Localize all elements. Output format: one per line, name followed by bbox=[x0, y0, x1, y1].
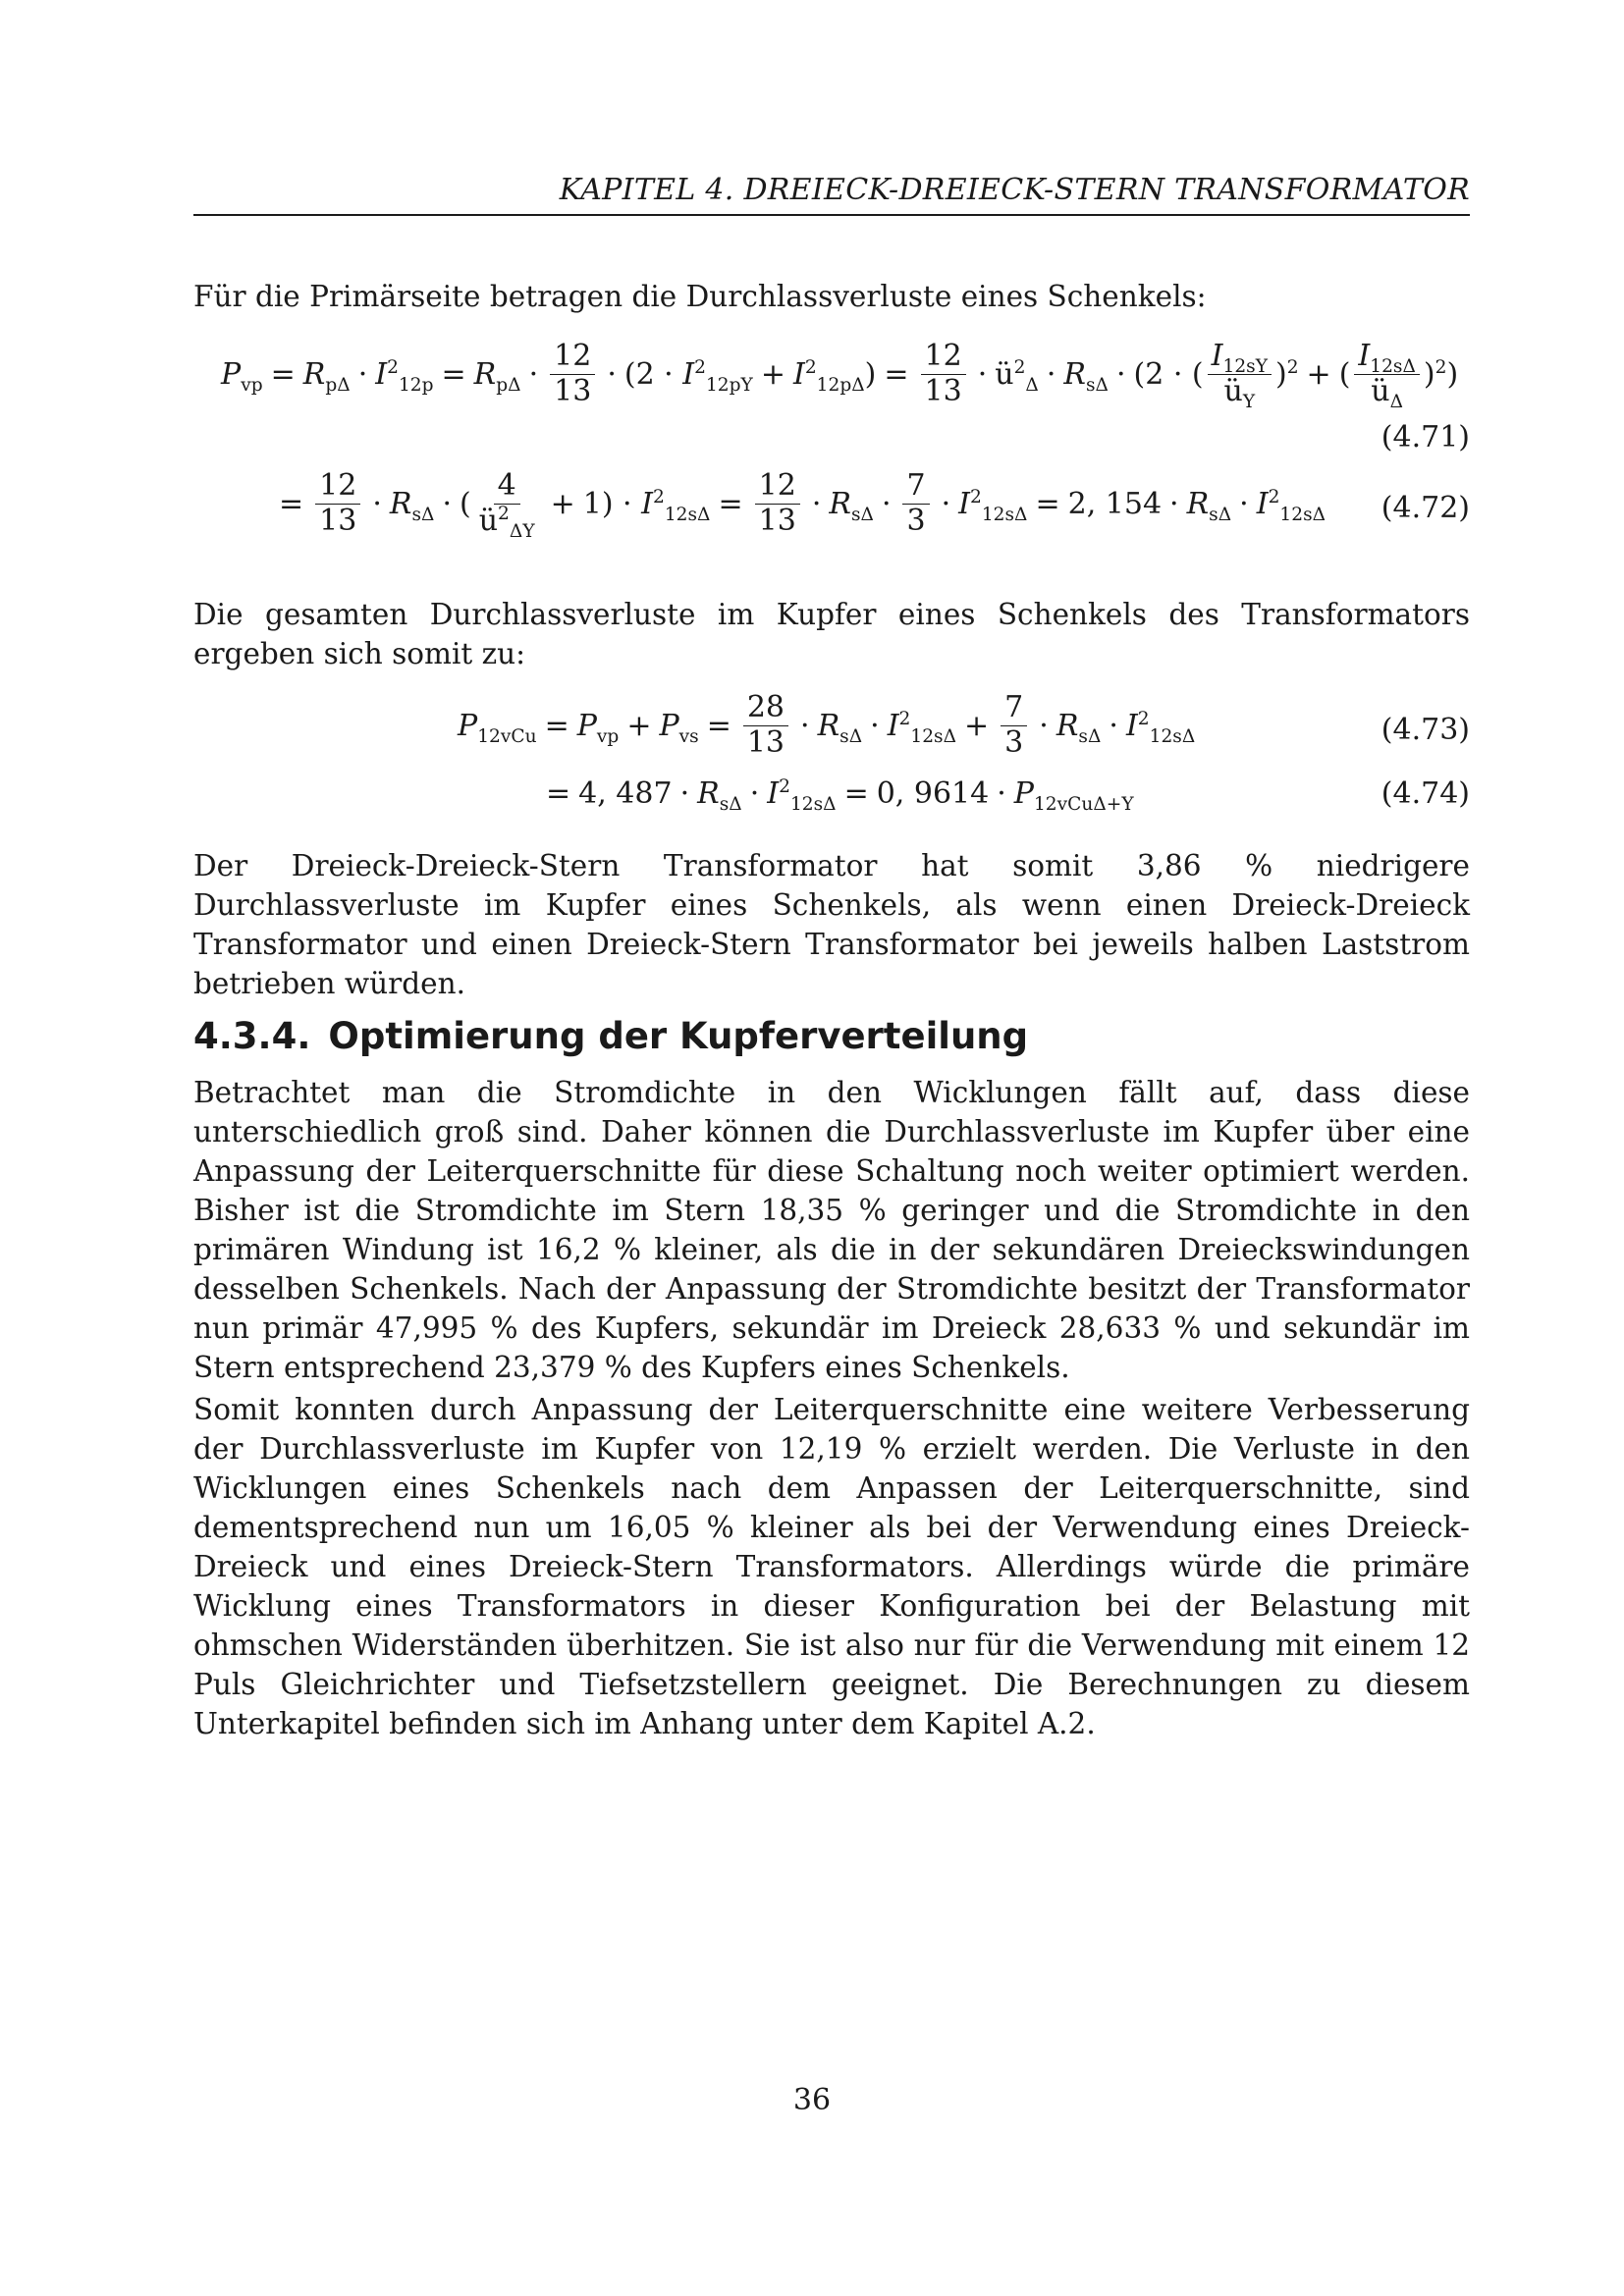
running-header: KAPITEL 4. DREIECK-DREIECK-STERN TRANSFORMATOR bbox=[559, 173, 1470, 207]
eq-4-74-factor-b: 0, 9614 bbox=[876, 776, 990, 811]
paragraph-comparison: Der Dreieck-Dreieck-Stern Transformator hat somit 3,86 % niedrigere Durchlassverluste im Kupfer eines Schenkels, als wenn einen Dreieck-Dreieck Transformator und einen Dreieck-Stern Transformator bei jeweils halben Laststrom betrieben würden. bbox=[193, 849, 1470, 1000]
section-number: 4.3.4. bbox=[193, 1015, 311, 1057]
section-heading bbox=[193, 1015, 1028, 1057]
equation-4-71: $P_{vp}$ = $R_{p\Delta}$ · $I^2_{12p}$ = $R_{p\Delta}$ · $\frac{12}{13}$ · ($2 \cdot I^2_{12pY}$ + $I^2_{12p\Delta}$) = $\frac{12}{13}$ · $ü^2_\Delta$ · $R_{s\Delta}$ · (2 · ( $\frac{I_{12sY}}{ü_Y}$ )$^2$ + ( $\frac{I_{12s\Delta}}{ü_\Delta}$ )$^2$) bbox=[221, 339, 1459, 412]
paragraph-intro-total: Die gesamten Durchlassverluste im Kupfer eines Schenkels des Transformators ergeben sich somit zu: bbox=[193, 598, 1470, 670]
equation-number-4-72: (4.72) bbox=[1380, 491, 1470, 525]
equation-4-74: = 4, 487 · $R_{s\Delta}$ · $I^2_{12s\Delta}$ = 0, 9614 · $P_{12vCu\Delta+Y}$ bbox=[546, 776, 1134, 815]
paragraph-optimization-1: Betrachtet man die Stromdichte in den Wicklungen fällt auf, dass diese unterschiedlich groß sind. Daher können die Durchlassverluste im Kupfer über eine Anpassung der Leiterquerschnitte für diese Schaltung noch weiter optimiert werden. Bisher ist die Stromdichte im Stern 18,35 % geringer und die Stromdichte in den primären Windung ist 16,2 % kleiner, als die in der sekundären Dreieckswindungen desselben Schenkels. Nach der Anpassung der Stromdichte besitzt der Transformator nun primär 47,995 % des Kupfers, sekundär im Dreieck 28,633 % und sekundär im Stern entsprechend 23,379 % des Kupfers eines Schenkels. bbox=[193, 1076, 1470, 1384]
equation-4-72: = $\frac{12}{13}$ · $R_{s\Delta}$ · ( $\frac{4}{ü^2_{\Delta Y}}$ + $1) \cdot I^2_{12s\Delta}$ = $\frac{12}{13}$ · $R_{s\Delta}$ · $\frac{7}{3}$ · $I^2_{12s\Delta}$ = 2, 154 · $R_{s\Delta}$ · $I^2_{12s\Delta}$ bbox=[279, 468, 1326, 542]
eq-4-74-factor-a: 4, 487 bbox=[578, 776, 673, 811]
page-number: 36 bbox=[792, 2083, 832, 2117]
header-rule bbox=[193, 214, 1470, 216]
paragraph-optimization-2: Somit konnten durch Anpassung der Leiterquerschnitte eine weitere Verbesserung der Durchlassverluste im Kupfer von 12,19 % erzielt werden. Die Verluste in den Wicklungen eines Schenkels nach dem Anpassen der Leiterquerschnitte, sind dementsprechend nun um 16,05 % kleiner als bei der Verwendung eines Dreieck-Dreieck und eines Dreieck-Stern Transformators. Allerdings würde die primäre Wicklung eines Transformators in dieser Konfiguration bei der Belastung mit ohmschen Widerständen überhitzen. Sie ist also nur für die Verwendung mit einem 12 Puls Gleichrichter und Tiefsetzstellern geeignet. Die Berechnungen zu diesem Unterkapitel befinden sich im Anhang unter dem Kapitel A.2. bbox=[193, 1393, 1470, 1740]
equation-4-73: $P_{12vCu}$ = $P_{vp}$ + $P_{vs}$ = $\frac{28}{13}$ · $R_{s\Delta}$ · $I^2_{12s\Delta}$ + $\frac{7}{3}$ · $R_{s\Delta}$ · $I^2_{12s\Delta}$ bbox=[458, 690, 1196, 760]
equation-number-4-71: (4.71) bbox=[1380, 420, 1470, 454]
equation-number-4-74: (4.74) bbox=[1380, 776, 1470, 811]
paragraph-intro-primary: Für die Primärseite betragen die Durchlassverluste eines Schenkels: bbox=[193, 280, 1207, 313]
equation-number-4-73: (4.73) bbox=[1380, 713, 1470, 747]
section-title: Optimierung der Kupferverteilung bbox=[328, 1015, 1029, 1057]
eq-4-72-result-factor: 2, 154 bbox=[1067, 486, 1163, 521]
